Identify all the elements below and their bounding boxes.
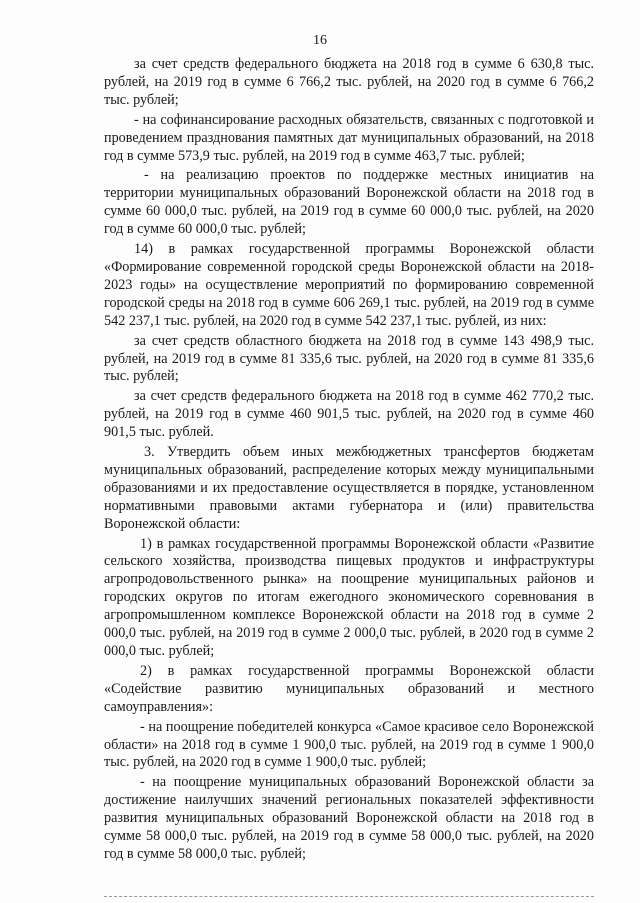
paragraph-federal-budget-2: за счет средств федерального бюджета на 2018 год в сумме 462 770,2 тыс. рублей, на 2019 год в сумме 460 901,5 тыс. рублей, на 2020 год в сумме 460 901,5 тыс. рублей. — [104, 388, 594, 441]
paragraph-item-1-agriculture: 1) в рамках государственной программы Воронежской области «Развитие сельского хозяйства, производства пищевых продуктов и инфраструктуры агропродовольственного рынка» на поощрение муниципальных районов и городских округов по итогам ежегодного экономического соревнования в агропромышленном комплексе Воронежской области на 2018 год в сумме 2 000,0 тыс. рублей, на 2019 год в сумме 2 000,0 тыс. рублей, в 2020 год в сумме 2 000,0 тыс. рублей; — [104, 535, 594, 659]
document-body — [104, 56, 594, 864]
bottom-divider — [104, 896, 594, 897]
paragraph-beautiful-village-contest: - на поощрение победителей конкурса «Самое красивое село Воронежской области» на 2018 год в сумме 1 900,0 тыс. рублей, на 2019 год в сумме 1 900,0 тыс. рублей, на 2020 год в сумме 1 900,0 тыс. рублей; — [104, 718, 594, 771]
paragraph-regional-budget: за счет средств областного бюджета на 2018 год в сумме 143 498,9 тыс. рублей, на 2019 год в сумме 81 335,6 тыс. рублей, на 2020 год в сумме 81 335,6 тыс. рублей; — [104, 332, 594, 385]
paragraph-item-14-urban-environment: 14) в рамках государственной программы Воронежской области «Формирование современной городской среды Воронежской области на 2018-2023 годы» на осуществление мероприятий по формированию современной городской среды на 2018 год в сумме 606 269,1 тыс. рублей, на 2019 год в сумме 542 237,1 тыс. рублей, на 2020 год в сумме 542 237,1 тыс. рублей, из них: — [104, 241, 594, 329]
paragraph-efficiency-indicators: - на поощрение муниципальных образований Воронежской области за достижение наилучших значений региональных показателей эффективности развития муниципальных образований Воронежской области на 2018 год в сумме 58 000,0 тыс. рублей, на 2019 год в сумме 58 000,0 тыс. рублей, на 2020 год в сумме 58 000,0 тыс. рублей; — [104, 774, 594, 862]
paragraph-cofinancing-memorial-dates: - на софинансирование расходных обязательств, связанных с подготовкой и проведением празднования памятных дат муниципальных образований, на 2018 год в сумме 573,9 тыс. рублей, на 2019 год в сумме 463,7 тыс. рублей; — [104, 111, 594, 164]
paragraph-section-3: 3. Утвердить объем иных межбюджетных трансфертов бюджетам муниципальных образований, распределение которых между муниципальными образованиями и их предоставление осуществляется в порядке, установленном нормативными правовыми актами губернатора и (или) правительства Воронежской области: — [104, 444, 594, 532]
page-number: 16 — [313, 33, 327, 48]
paragraph-local-initiatives: - на реализацию проектов по поддержке местных инициатив на территории муниципальных образований Воронежской области на 2018 год в сумме 60 000,0 тыс. рублей, на 2019 год в сумме 60 000,0 тыс. рублей, на 2020 год в сумме 60 000,0 тыс. рублей; — [104, 167, 594, 238]
paragraph-federal-budget-1: за счет средств федерального бюджета на 2018 год в сумме 6 630,8 тыс. рублей, на 2019 год в сумме 6 766,2 тыс. рублей, на 2020 год в сумме 6 766,2 тыс. рублей; — [104, 56, 594, 108]
paragraph-item-2-municipal-development: 2) в рамках государственной программы Воронежской области «Содействие развитию муниципальных образований и местного самоуправления»: — [104, 662, 594, 715]
